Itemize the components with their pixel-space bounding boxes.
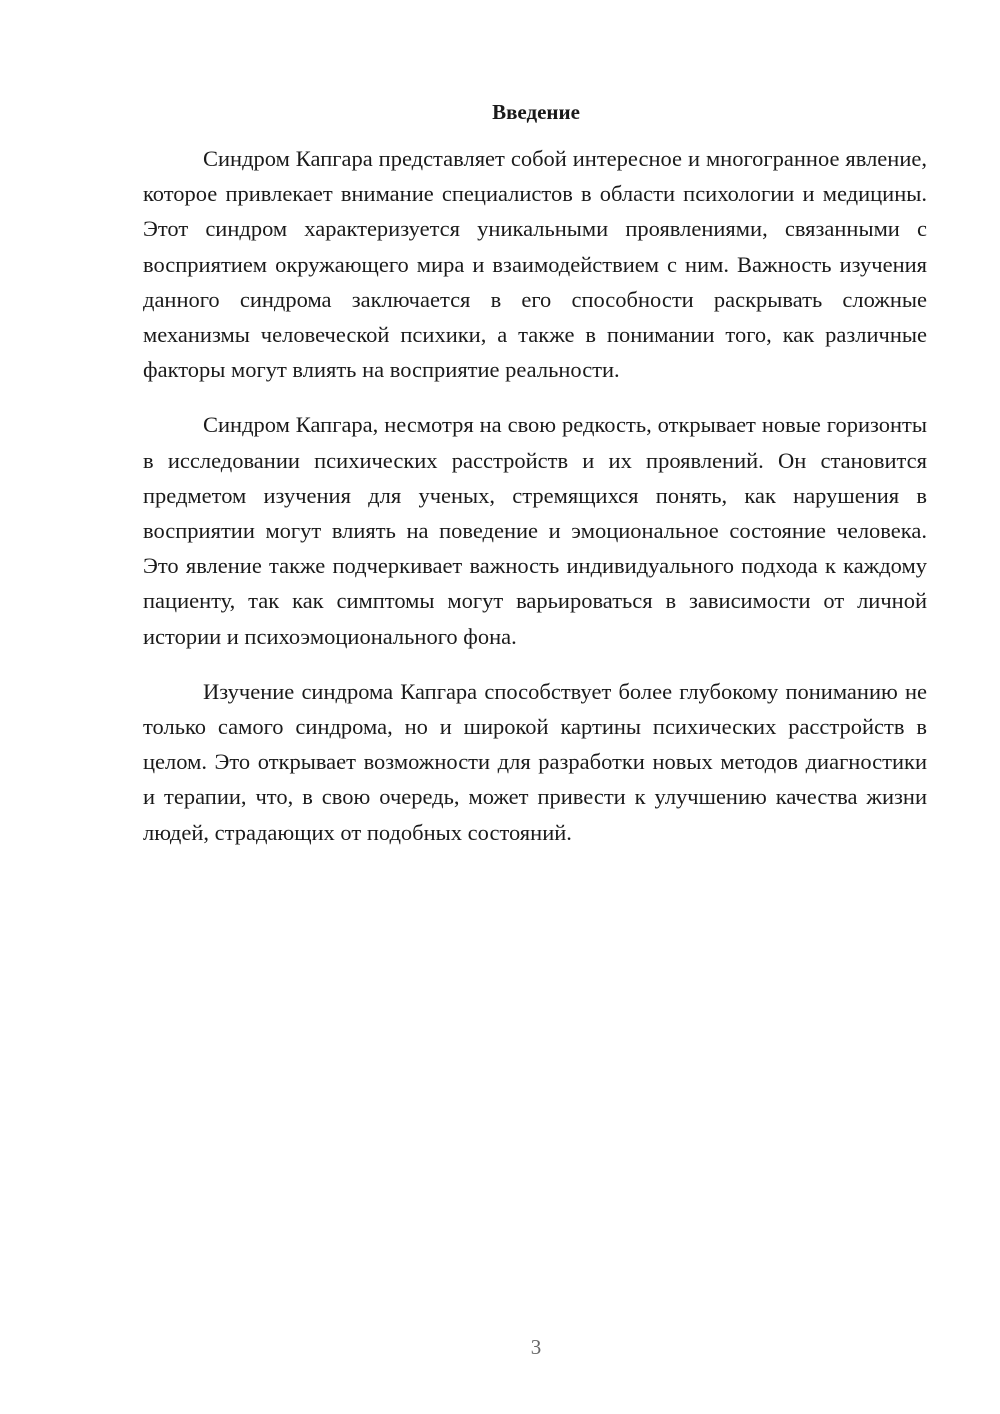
paragraph-3: Изучение синдрома Капгара способствует более глубокому пониманию не только самого синдрома, но и широкой картины психических расстройств в целом. Это открывает возможности для разработки новых методов диагностики и терапии, что, в свою очередь, может привести к улучшению качества жизни людей, страдающих от подобных состояний. <box>143 678 927 845</box>
paragraph-2: Синдром Капгара, несмотря на свою редкость, открывает новые горизонты в исследовании психических расстройств и их проявлений. Он становится предметом изучения для ученых, стремящихся понять, как нарушения в восприятии могут влиять на поведение и эмоциональное состояние человека. Это явление также подчеркивает важность индивидуального подхода к каждому пациенту, так как симптомы могут варьироваться в зависимости от личной истории и психоэмоционального фона. <box>143 412 927 649</box>
page-number: 3 <box>530 1335 542 1359</box>
paragraph-1: Синдром Капгара представляет собой интересное и многогранное явление, которое привлекает внимание специалистов в области психологии и медицины. Этот синдром характеризуется уникальными проявлениями, связанными с восприятием окружающего мира и взаимодействием с ним. Важность изучения данного синдрома заключается в его способности раскрывать сложные механизмы человеческой психики, а также в понимании того, как различные факторы могут влиять на восприятие реальности. <box>143 146 927 383</box>
section-heading: Введение <box>492 100 580 124</box>
body-text <box>143 141 927 850</box>
